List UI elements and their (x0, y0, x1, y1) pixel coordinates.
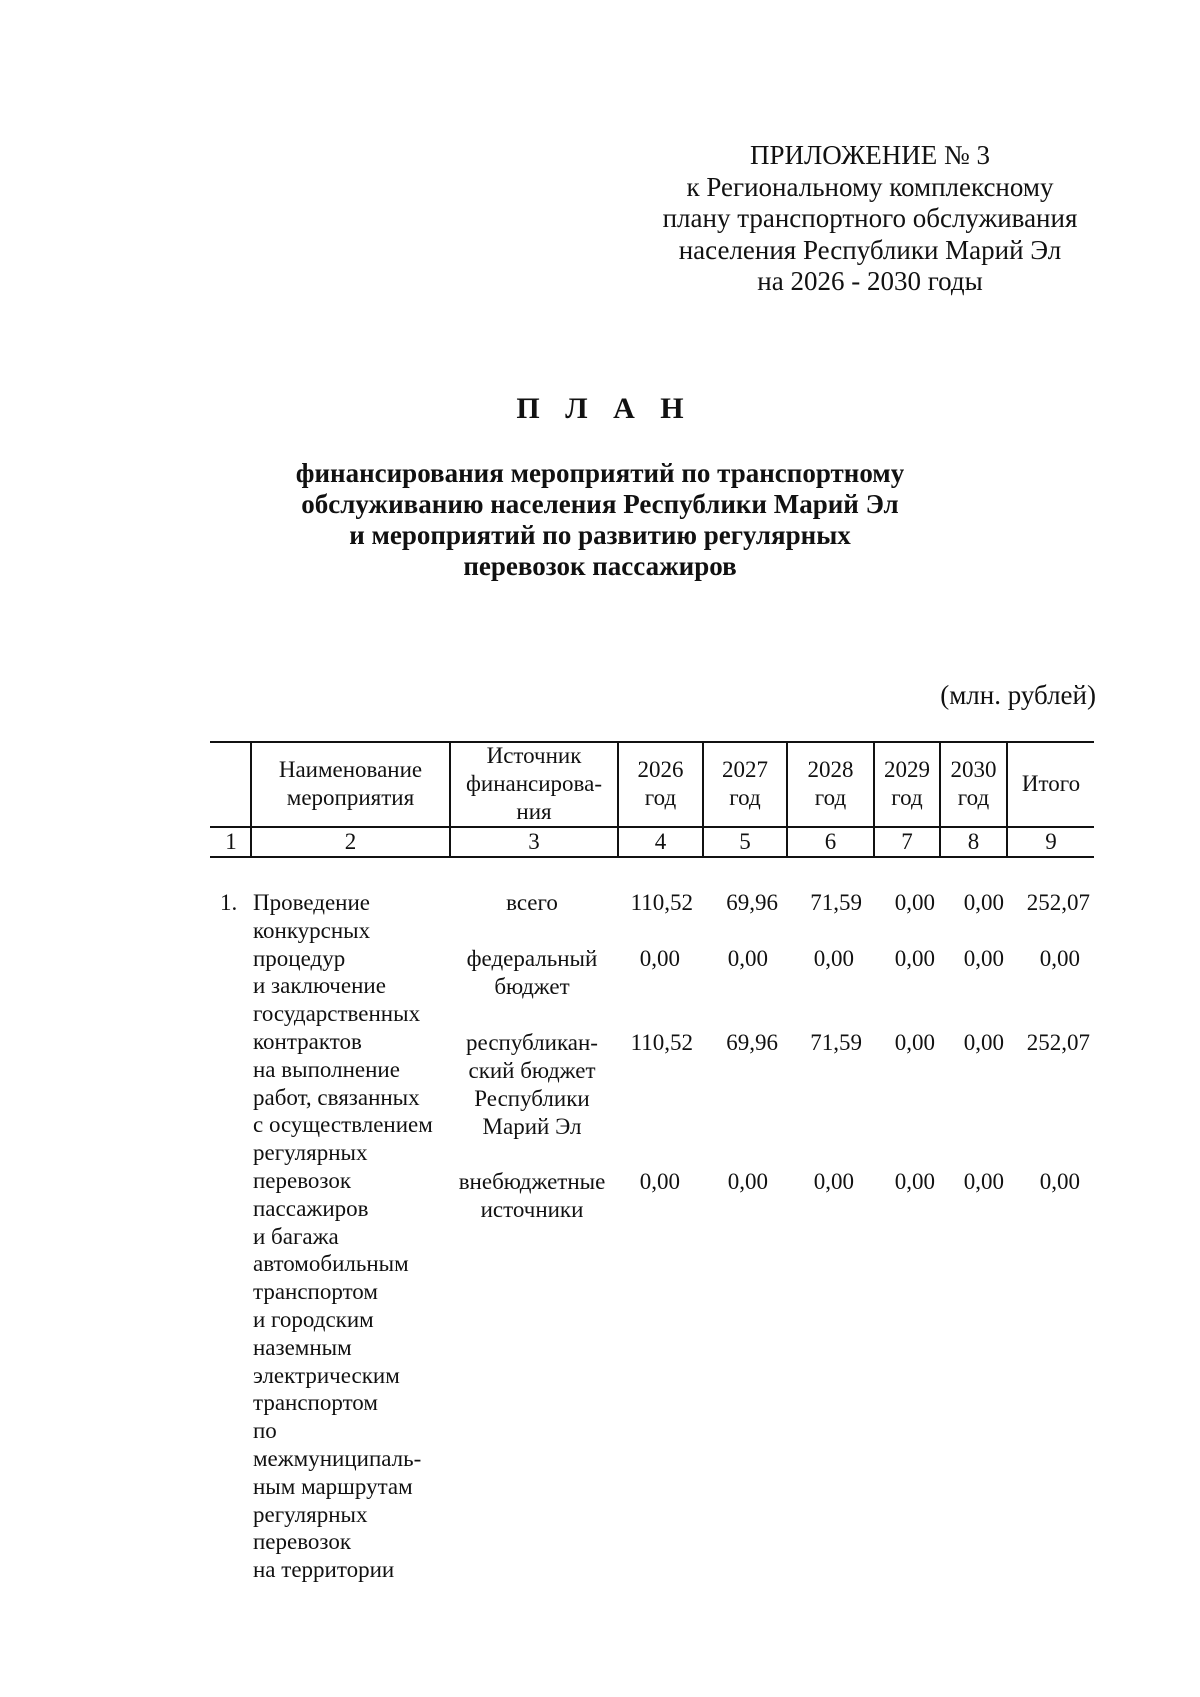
subtitle-line: и мероприятий по развитию регулярных (349, 520, 851, 550)
header-2027: 2027 год (722, 757, 768, 810)
value-cell: 0,00 (894, 890, 935, 915)
units-label: (млн. рублей) (940, 680, 1096, 710)
header-2026: 2026 год (637, 757, 684, 810)
value-cell: 71,59 (810, 1030, 862, 1055)
table-col-divider (1006, 741, 1008, 858)
table-header-border (210, 826, 1094, 828)
appendix-line: плану транспортного обслуживания (662, 203, 1078, 233)
header-2029: 2029 год (884, 757, 930, 810)
value-cell: 110,52 (630, 1030, 693, 1055)
value-cell: 252,07 (1026, 890, 1090, 915)
header-source: Источник финансирова- ния (466, 743, 602, 824)
source-republican: республикан- ский бюджет Республики Марий Эл (466, 1030, 598, 1139)
appendix-line: на 2026 - 2030 годы (757, 266, 983, 296)
value-cell: 0,00 (1039, 946, 1080, 971)
value-cell: 0,00 (963, 1169, 1004, 1194)
table-col-divider (250, 741, 252, 858)
column-number: 4 (654, 829, 667, 854)
value-cell: 252,07 (1026, 1030, 1090, 1055)
document-subtitle (0, 458, 1200, 582)
column-number: 6 (824, 829, 837, 854)
header-2030: 2030 год (950, 757, 997, 810)
value-cell: 0,00 (894, 1030, 935, 1055)
header-total: Итого (1021, 771, 1081, 796)
value-cell: 110,52 (630, 890, 693, 915)
value-cell: 69,96 (726, 1030, 778, 1055)
value-cell: 0,00 (963, 890, 1004, 915)
column-number: 8 (967, 829, 980, 854)
value-cell: 0,00 (727, 1169, 768, 1194)
source-total: всего (506, 890, 558, 915)
value-cell: 0,00 (963, 946, 1004, 971)
table-col-divider (702, 741, 704, 858)
column-number: 9 (1045, 829, 1057, 854)
value-cell: 0,00 (727, 946, 768, 971)
table-numbering-border (210, 856, 1094, 858)
value-cell: 0,00 (894, 1169, 935, 1194)
table-top-border (210, 741, 1094, 743)
value-cell: 0,00 (639, 1169, 680, 1194)
value-cell: 0,00 (813, 1169, 854, 1194)
table-col-divider (786, 741, 788, 858)
table-col-divider (939, 741, 941, 858)
source-federal: федеральный бюджет (466, 946, 598, 999)
appendix-heading (600, 140, 1140, 298)
header-2028: 2028 год (807, 757, 854, 810)
value-cell: 71,59 (810, 890, 862, 915)
measure-name: Проведение конкурсных процедур и заключение государственных контрактов на выполнение работ, связанных с осуществлением регулярных перевозок пассажиров и багажа автомобильным транспортом и городским наземным электрическим транспортом по межмуниципаль- ным маршрутам регулярных перевозок на территории (253, 890, 433, 1583)
column-number: 3 (528, 829, 540, 854)
value-cell: 0,00 (813, 946, 854, 971)
value-cell: 0,00 (894, 946, 935, 971)
appendix-line: ПРИЛОЖЕНИЕ № 3 (749, 140, 991, 170)
column-number: 1 (225, 829, 237, 854)
appendix-line: к Региональному комплексному (686, 171, 1054, 202)
subtitle-line: перевозок пассажиров (463, 551, 737, 581)
column-number: 7 (901, 829, 913, 854)
value-cell: 0,00 (1039, 1169, 1080, 1194)
row-number: 1. (220, 890, 238, 915)
table-col-divider (449, 741, 451, 858)
value-cell: 0,00 (963, 1030, 1004, 1055)
document-title: П Л А Н (516, 392, 693, 425)
table-col-divider (873, 741, 875, 858)
header-name: Наименование мероприятия (278, 757, 423, 810)
subtitle-line: финансирования мероприятий по транспортному (295, 458, 905, 488)
column-number: 2 (344, 829, 357, 854)
value-cell: 0,00 (639, 946, 680, 971)
value-cell: 69,96 (726, 890, 778, 915)
table-col-divider (617, 741, 619, 858)
column-number: 5 (739, 829, 751, 854)
source-extrabudgetary: внебюджетные источники (458, 1169, 606, 1222)
appendix-line: населения Республики Марий Эл (678, 234, 1062, 265)
subtitle-line: обслуживанию населения Республики Марий Эл (301, 489, 899, 519)
